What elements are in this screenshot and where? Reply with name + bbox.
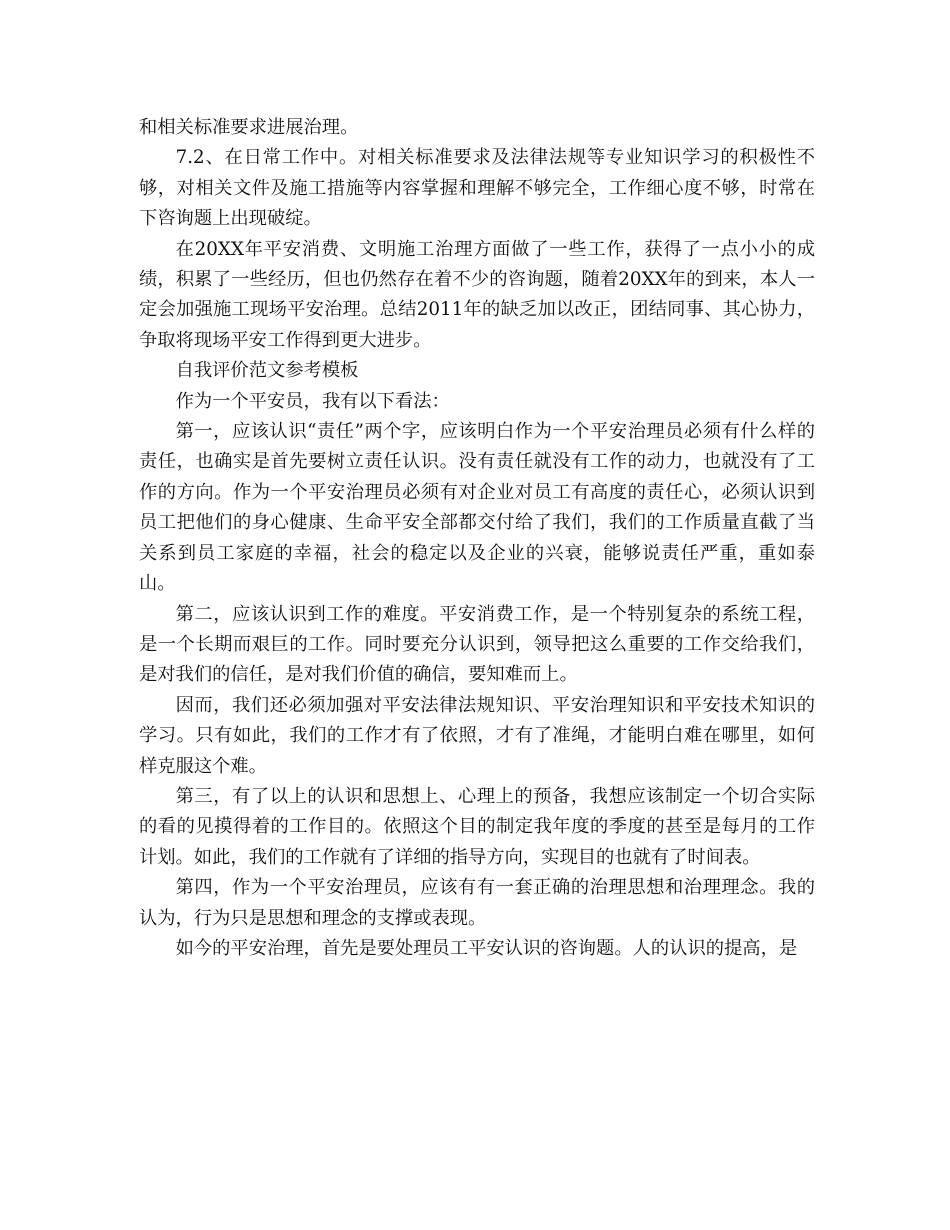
paragraph-7-2: 7.2、在日常工作中。对相关标准要求及法律法规等专业知识学习的积极性不够，对相关文件及施工措施等内容掌握和理解不够完全，工作细心度不够，时常在下咨询题上出现破绽。 [139,147,815,230]
paragraph-second: 第二，应该认识到工作的难度。平安消费工作，是一个特别复杂的系统工程，是一个长期而艰巨的工作。同时要充分认识到，领导把这么重要的工作交给我们，是对我们的信任，是对我们价值的确信，要知难而上。 [139,603,815,686]
paragraph-current: 如今的平安治理，首先是要处理员工平安认识的咨询题。人的认识的提高，是 [175,937,798,959]
paragraph-first: 第一，应该认识“责任”两个字，应该明白作为一个平安治理员必须有什么样的责任，也确实是首先要树立责任认识。没有责任就没有工作的动力，也就没有了工作的方向。作为一个平安治理员必须有对企业对员工有高度的责任心，必须认识到员工把他们的身心健康、生命平安全部都交付给了我们，我们的工作质量直截了当关系到员工家庭的幸福，社会的稳定以及企业的兴衰，能够说责任严重，重如泰山。 [139,421,815,595]
paragraph-third: 第三，有了以上的认识和思想上、心理上的预备，我想应该制定一个切合实际的看的见摸得着的工作目的。依照这个目的制定我年度的季度的甚至是每月的工作计划。如此，我们的工作就有了详细的指导方向，实现目的也就有了时间表。 [139,785,815,868]
paragraph-continuation: 和相关标准要求进展治理。 [139,117,359,138]
paragraph-intro: 作为一个平安员，我有以下看法： [175,390,450,412]
paragraph-therefore: 因而，我们还必须加强对平安法律法规知识、平安治理知识和平安技术知识的学习。只有如此，我们的工作才有了依照，才有了准绳，才能明白难在哪里，如何样克服这个难。 [139,694,815,777]
section-heading: 自我评价范文参考模板 [175,360,359,382]
paragraph-fourth: 第四，作为一个平安治理员，应该有有一套正确的治理思想和治理理念。我的认为，行为只是思想和理念的支撑或表现。 [139,877,815,929]
paragraph-summary: 在20XX年平安消费、文明施工治理方面做了一些工作，获得了一点小小的成绩，积累了一些经历，但也仍然存在着不少的咨询题，随着20XX年的到来，本人一定会加强施工现场平安治理。总结2011年的缺乏加以改正，团结同事、其心协力，争取将现场平安工作得到更大进步。 [139,238,815,351]
document-body [139,113,815,964]
